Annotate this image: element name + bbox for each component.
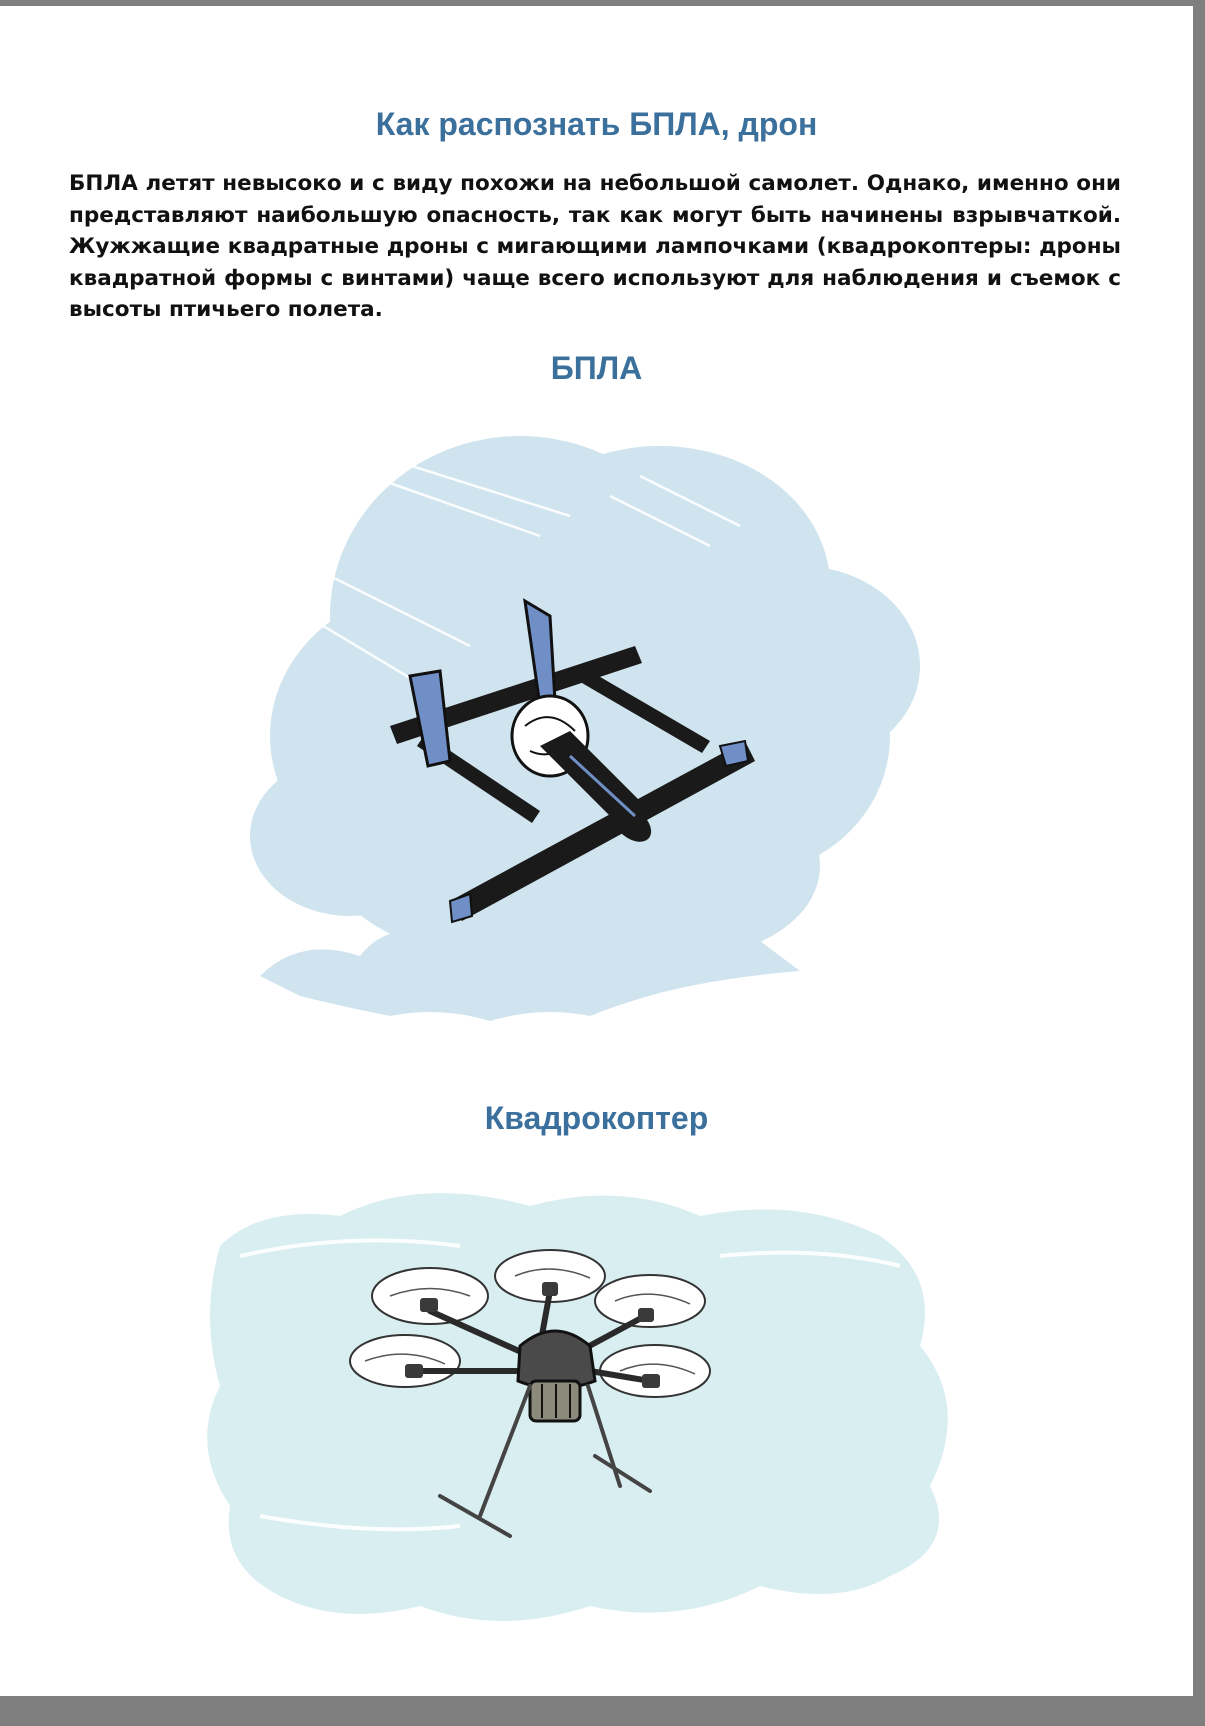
page-title: Как распознать БПЛА, дрон (375, 106, 818, 142)
section-title-uav: БПЛА (550, 350, 643, 386)
multirotor-drone-icon (200, 1186, 980, 1646)
section-title-quadcopter: Квадрокоптер (484, 1100, 709, 1136)
intro-paragraph: БПЛА летят невысоко и с виду похожи на небольшой самолет. Однако, именно они представляют наибольшую опасность, так как могут быть начинены взрывчаткой. Жужжащие квадратные дроны с мигающими лампочками (квадрокоптеры: дроны квадратной формы с винтами) чаще всего используют для наблюдения и съемок с высоты птичьего полета. (69, 171, 1121, 322)
fixed-wing-uav-icon (240, 416, 960, 1056)
